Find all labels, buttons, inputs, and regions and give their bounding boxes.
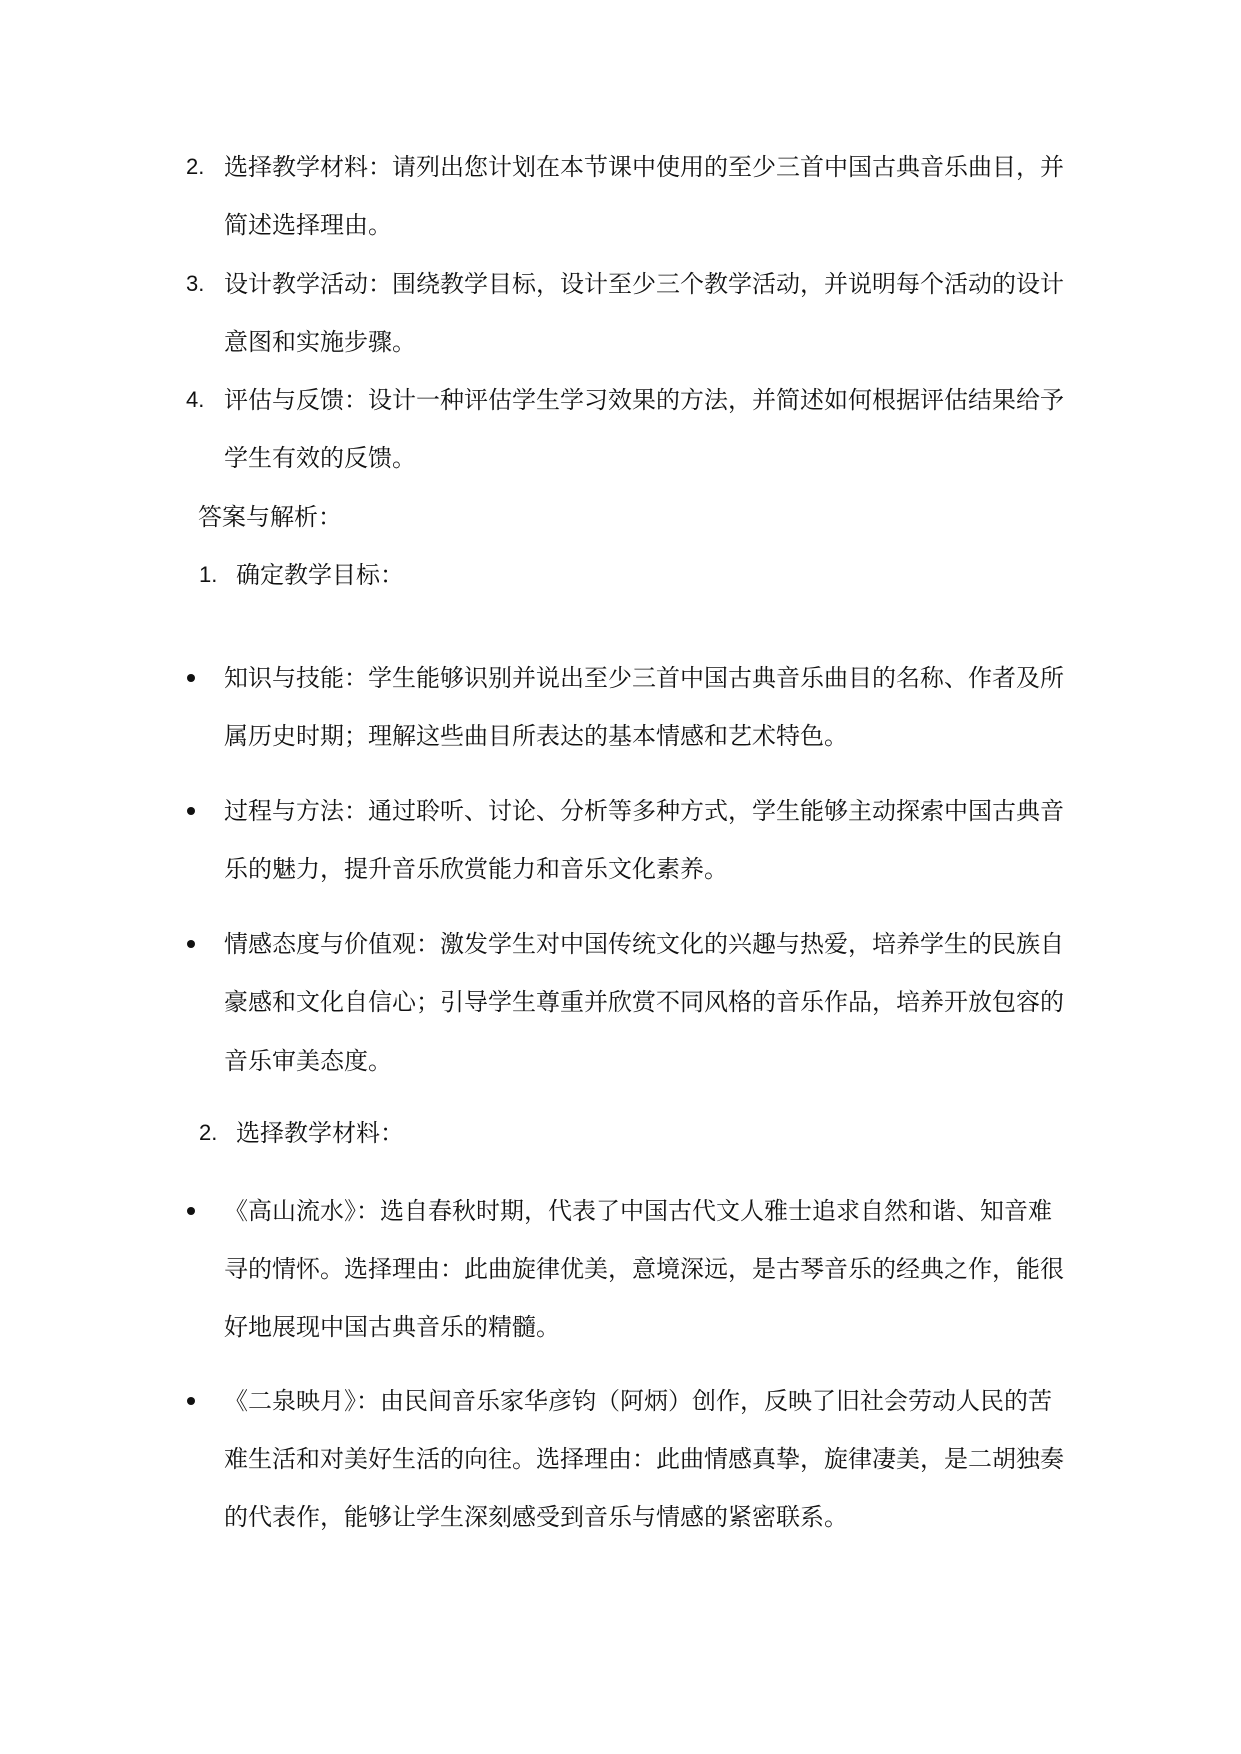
answer-heading: 答案与解析： bbox=[198, 503, 342, 531]
section-number: 1. bbox=[199, 562, 218, 587]
item-text-line: 选择教学材料：请列出您计划在本节课中使用的至少三首中国古典音乐曲目，并 bbox=[224, 153, 1064, 181]
bullet-text-line: 情感态度与价值观：激发学生对中国传统文化的兴趣与热爱，培养学生的民族自 bbox=[224, 930, 1064, 958]
bullet-text-line: 《高山流水》：选自春秋时期，代表了中国古代文人雅士追求自然和谐、知音难 bbox=[224, 1197, 1052, 1225]
item-text-line: 学生有效的反馈。 bbox=[224, 444, 416, 472]
item-number: 2. bbox=[186, 154, 205, 179]
item-number: 4. bbox=[186, 387, 205, 412]
bullet-icon bbox=[187, 940, 195, 948]
bullet-icon bbox=[187, 674, 195, 682]
bullet-text-line: 乐的魅力，提升音乐欣赏能力和音乐文化素养。 bbox=[224, 855, 728, 883]
section-title: 确定教学目标： bbox=[236, 561, 404, 589]
bullet-text-line: 好地展现中国古典音乐的精髓。 bbox=[224, 1313, 560, 1341]
bullet-text-line: 难生活和对美好生活的向往。选择理由：此曲情感真挚，旋律凄美，是二胡独奏 bbox=[224, 1445, 1064, 1473]
bullet-text-line: 的代表作，能够让学生深刻感受到音乐与情感的紧密联系。 bbox=[224, 1503, 848, 1531]
item-number: 3. bbox=[186, 271, 205, 296]
item-text-line: 意图和实施步骤。 bbox=[224, 328, 416, 356]
bullet-text-line: 音乐审美态度。 bbox=[224, 1047, 392, 1075]
item-text-line: 简述选择理由。 bbox=[224, 211, 392, 239]
bullet-icon bbox=[187, 1207, 195, 1215]
bullet-text-line: 豪感和文化自信心；引导学生尊重并欣赏不同风格的音乐作品，培养开放包容的 bbox=[224, 988, 1064, 1016]
bullet-text-line: 过程与方法：通过聆听、讨论、分析等多种方式，学生能够主动探索中国古典音 bbox=[224, 797, 1064, 825]
bullet-icon bbox=[187, 1397, 195, 1405]
bullet-text-line: 寻的情怀。选择理由：此曲旋律优美，意境深远，是古琴音乐的经典之作，能很 bbox=[224, 1255, 1064, 1283]
bullet-icon bbox=[187, 807, 195, 815]
section-number: 2. bbox=[199, 1120, 218, 1145]
bullet-text-line: 《二泉映月》：由民间音乐家华彦钧（阿炳）创作，反映了旧社会劳动人民的苦 bbox=[224, 1387, 1052, 1415]
bullet-text-line: 属历史时期；理解这些曲目所表达的基本情感和艺术特色。 bbox=[224, 722, 848, 750]
item-text-line: 设计教学活动：围绕教学目标，设计至少三个教学活动，并说明每个活动的设计 bbox=[224, 270, 1064, 298]
bullet-text-line: 知识与技能：学生能够识别并说出至少三首中国古典音乐曲目的名称、作者及所 bbox=[224, 664, 1064, 692]
item-text-line: 评估与反馈：设计一种评估学生学习效果的方法，并简述如何根据评估结果给予 bbox=[224, 386, 1064, 414]
section-title: 选择教学材料： bbox=[236, 1119, 404, 1147]
